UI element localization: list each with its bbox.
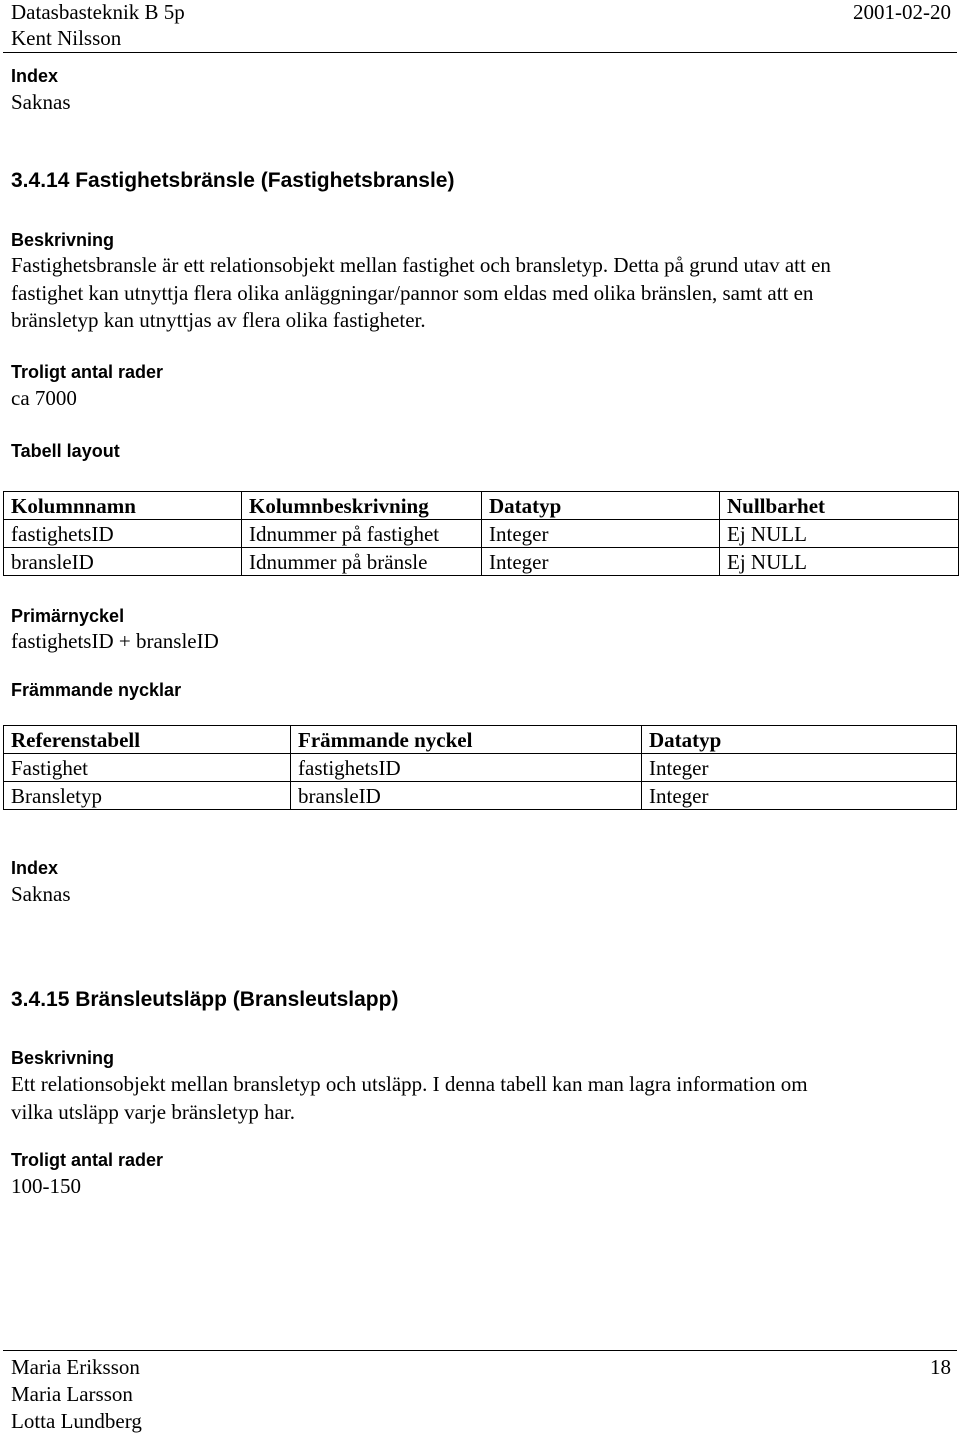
footer-rule [3,1350,957,1351]
table-cell: Idnummer på bränsle [242,548,482,576]
description-line: Fastighetsbransle är ett relationsobjekt mellan fastighet och bransletyp. Detta på grund utav att en [11,253,831,277]
page-number: 18 [930,1355,951,1379]
table-row [4,548,959,576]
table-cell: bransleID [291,782,642,810]
table-cell: Integer [482,520,720,548]
section-heading: 3.4.15 Bränsleutsläpp (Bransleutslapp) [11,988,399,1011]
header-course: Datasbasteknik B 5p [11,0,185,24]
index-label: Index [11,66,59,86]
table-cell: bransleID [4,548,242,576]
description-line: bränsletyp kan utnyttjas av flera olika fastigheter. [11,308,426,332]
column-header: Datatyp [482,492,720,520]
table-cell: Integer [482,548,720,576]
footer-author: Maria Larsson [11,1382,133,1406]
column-header: Nullbarhet [720,492,959,520]
table-cell: Idnummer på fastighet [242,520,482,548]
table-header-row [4,492,959,520]
column-header: Referenstabell [4,726,291,754]
header-author: Kent Nilsson [11,26,122,50]
rows-value: ca 7000 [11,386,77,410]
description-line: vilka utsläpp varje bränsletyp har. [11,1099,296,1124]
index-value: Saknas [11,882,71,906]
foreign-keys-label: Främmande nycklar [11,680,182,700]
column-header: Kolumnbeskrivning [242,492,482,520]
table-cell: Integer [642,782,957,810]
table-row [4,520,959,548]
rows-label: Troligt antal rader [11,1150,164,1170]
table-row [4,754,957,782]
column-header: Datatyp [642,726,957,754]
description-paragraph [11,1071,808,1126]
column-layout-table [3,491,959,576]
table-cell: Ej NULL [720,548,959,576]
table-header-row [4,726,957,754]
description-paragraph [11,252,831,335]
column-header: Kolumnnamn [4,492,242,520]
index-label: Index [11,858,59,878]
table-cell: Integer [642,754,957,782]
footer-author: Maria Eriksson [11,1355,140,1379]
description-label: Beskrivning [11,1048,115,1068]
header-date: 2001-02-20 [853,0,951,24]
primary-key-value: fastighetsID + bransleID [11,629,219,653]
table-layout-label: Tabell layout [11,441,120,461]
rows-label: Troligt antal rader [11,362,164,382]
table-cell: Fastighet [4,754,291,782]
primary-key-label: Primärnyckel [11,606,125,626]
footer-author: Lotta Lundberg [11,1409,142,1433]
table-cell: Ej NULL [720,520,959,548]
table-row [4,782,957,810]
table-cell: fastighetsID [291,754,642,782]
description-label: Beskrivning [11,230,115,250]
description-line: Ett relationsobjekt mellan bransletyp och utsläpp. I denna tabell kan man lagra information om [11,1072,808,1096]
foreign-keys-table [3,725,957,810]
header-rule [3,52,957,53]
description-line: fastighet kan utnyttja flera olika anläggningar/pannor som eldas med olika bränslen, samt att en [11,280,814,305]
column-header: Främmande nyckel [291,726,642,754]
index-value: Saknas [11,90,71,114]
table-cell: fastighetsID [4,520,242,548]
rows-value: 100-150 [11,1174,81,1198]
table-cell: Bransletyp [4,782,291,810]
section-heading: 3.4.14 Fastighetsbränsle (Fastighetsbransle) [11,169,455,192]
